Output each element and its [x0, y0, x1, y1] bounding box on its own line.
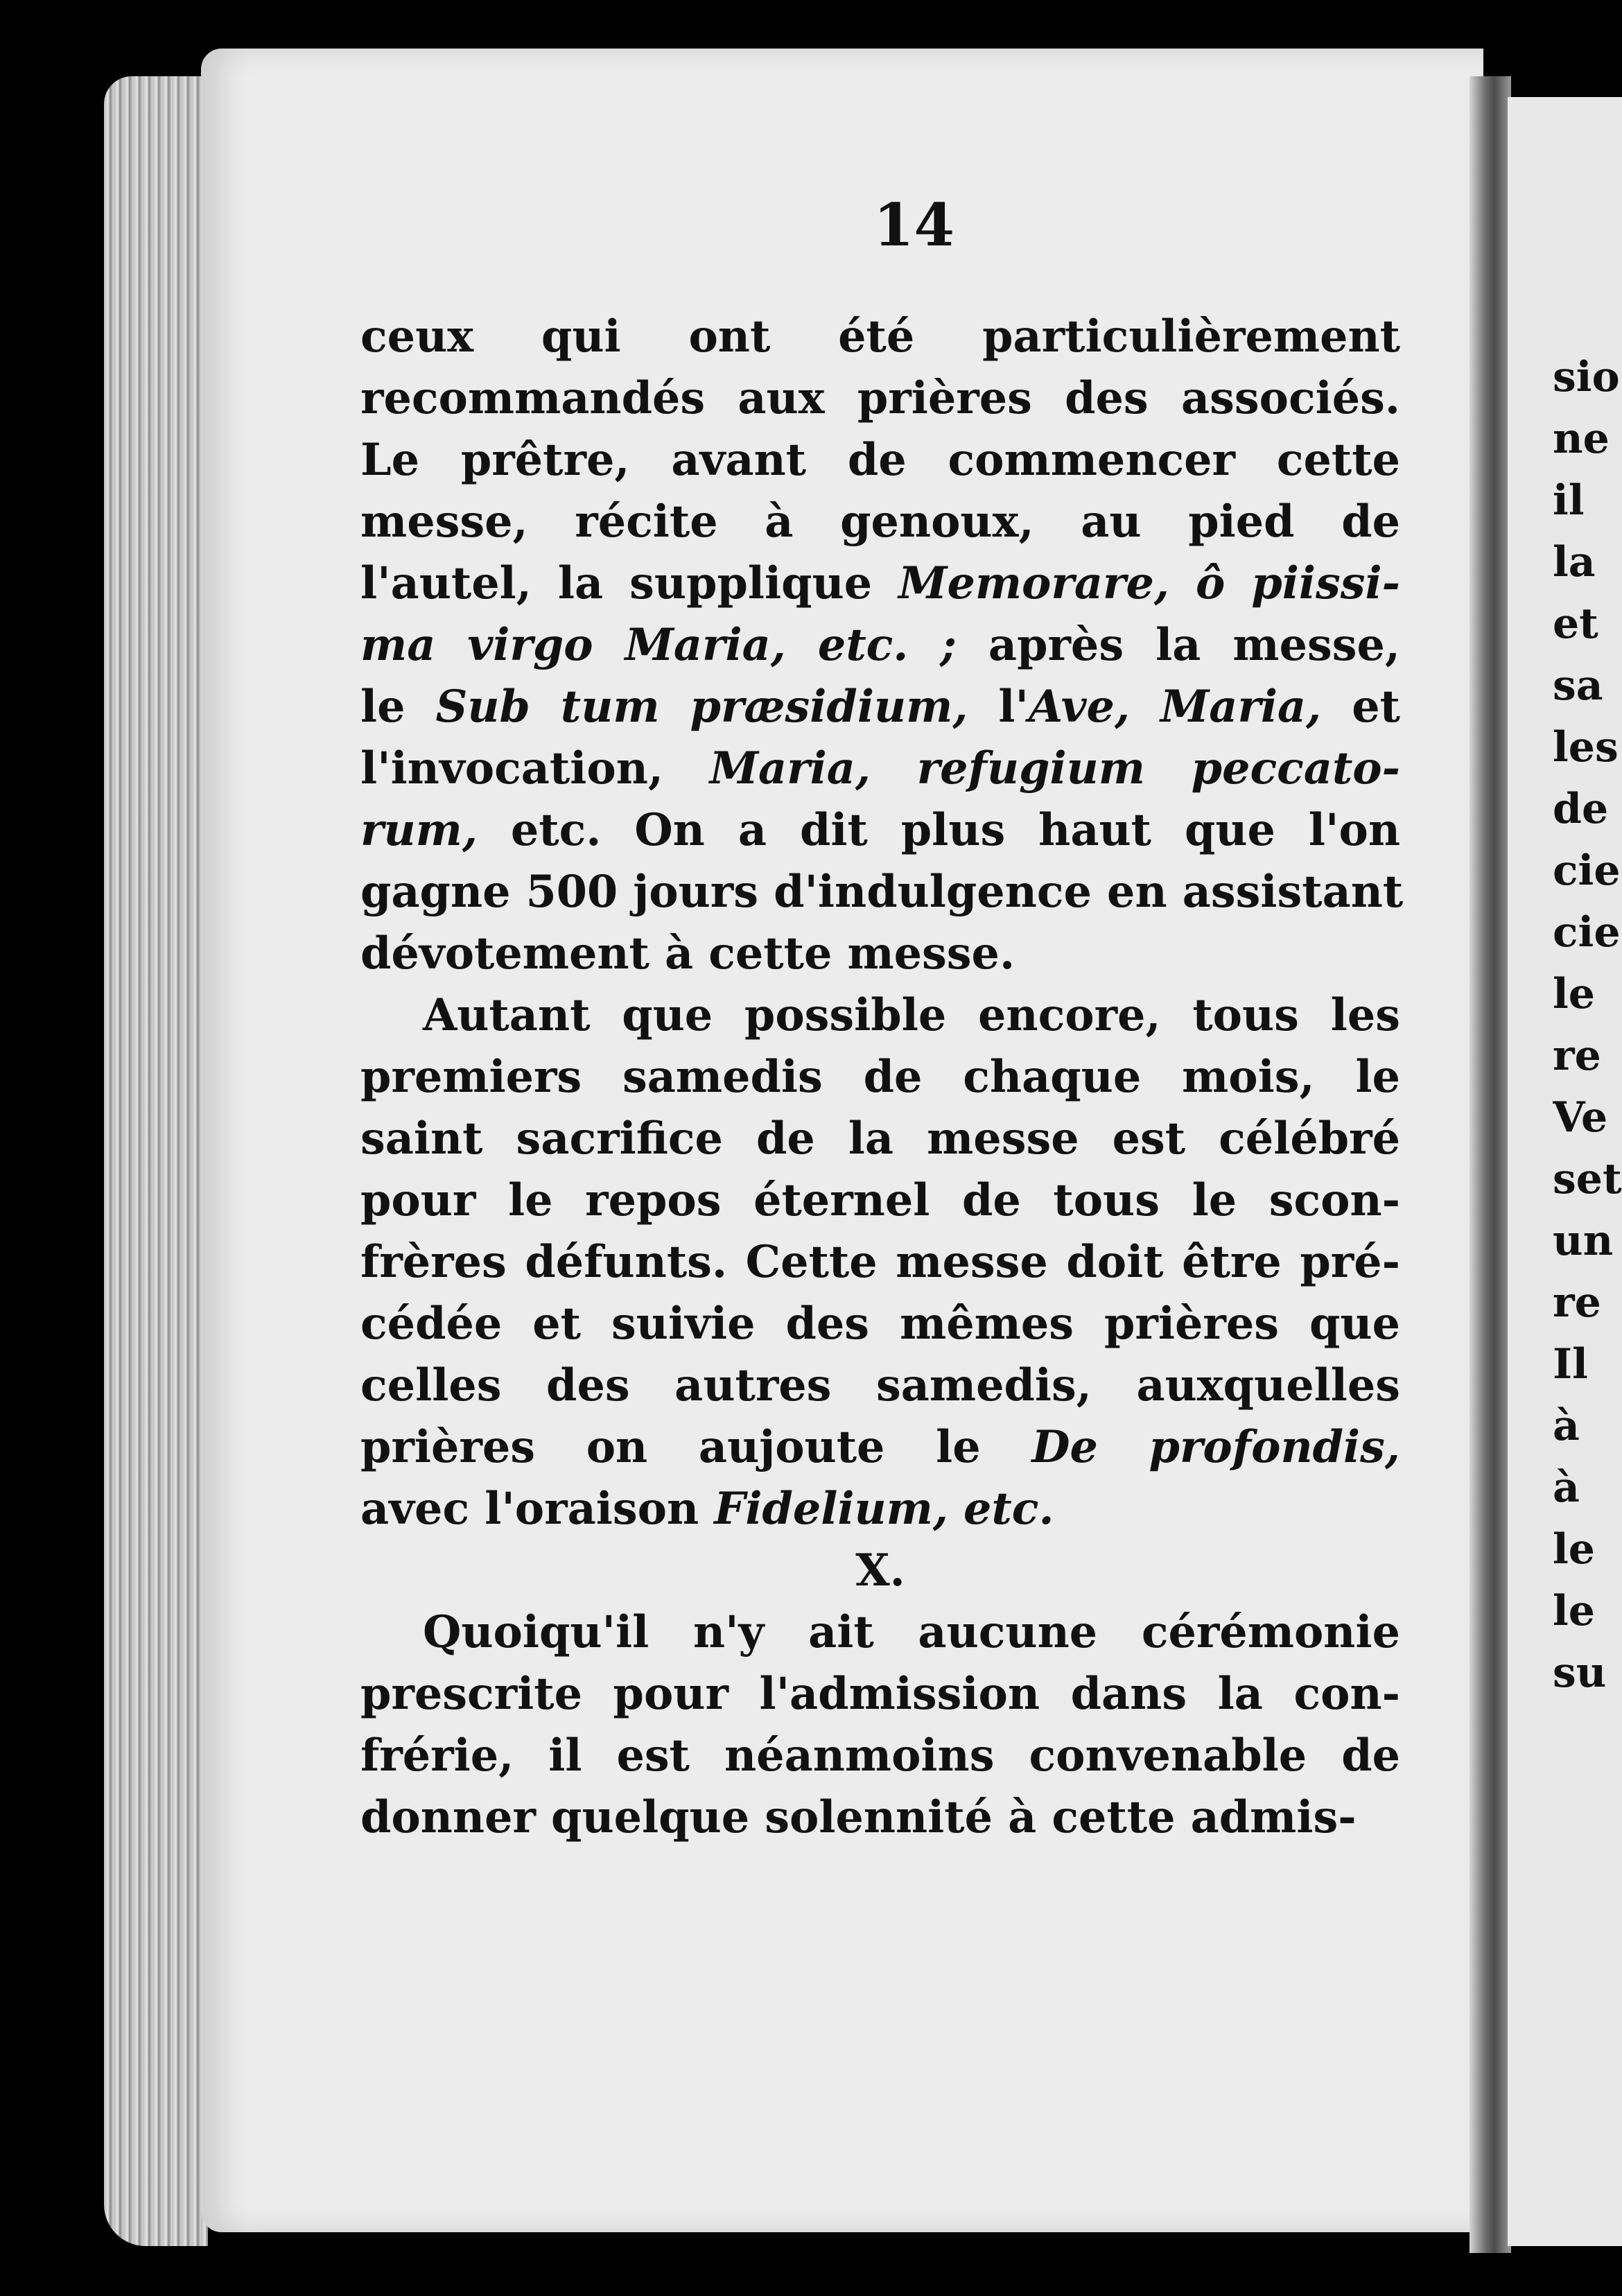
text-line: Le prêtre, avant de commencer cette — [360, 433, 1400, 485]
facing-page-fragment: sio — [1553, 353, 1620, 401]
facing-page-fragment: les — [1553, 723, 1619, 772]
text-line: ma virgo Maria, etc. ; après la messe, — [360, 618, 1400, 670]
text-line: l'autel, la supplique Memorare, ô piissi- — [360, 557, 1401, 609]
text-line: premiers samedis de chaque mois, le — [360, 1050, 1400, 1102]
facing-page-fragment: cie — [1553, 846, 1621, 895]
facing-page-fragment: set — [1553, 1155, 1622, 1203]
italic-text: ma virgo Maria, etc. ; — [360, 618, 957, 670]
facing-page-fragment: à — [1553, 1463, 1580, 1512]
facing-page-fragment: Il — [1553, 1340, 1588, 1389]
facing-page-fragment: cie — [1553, 908, 1621, 957]
italic-text: De profondis, — [1031, 1420, 1400, 1472]
text-line: prescrite pour l'admission dans la con- — [360, 1667, 1400, 1719]
facing-page-fragment: le — [1553, 970, 1595, 1018]
facing-page-fragment: sa — [1553, 661, 1603, 710]
text-line: recommandés aux prières des associés. — [360, 372, 1400, 424]
text-line: Quoiqu'il n'y ait aucune cérémonie — [423, 1606, 1400, 1658]
body-text — [360, 305, 1404, 1847]
italic-text: Memorare, ô piissi- — [898, 557, 1401, 609]
italic-text: Maria, refugium peccato- — [709, 742, 1400, 794]
text-line: celles des autres samedis, auxquelles — [360, 1359, 1400, 1411]
facing-page-fragment: et — [1553, 600, 1598, 648]
italic-text: rum, — [360, 803, 478, 855]
facing-page-fragment: le — [1553, 1587, 1595, 1635]
text-line: pour le repos éternel de tous le scon- — [360, 1174, 1400, 1226]
text-line: saint sacrifice de la messe est célébré — [360, 1112, 1400, 1164]
text-line: Autant que possible encore, tous les — [423, 989, 1400, 1041]
text-line: cédée et suivie des mêmes prières que — [360, 1297, 1400, 1349]
book-gutter — [1470, 76, 1511, 2253]
facing-page-fragment: ne — [1553, 415, 1610, 463]
facing-page-fragment: la — [1553, 538, 1596, 586]
facing-page-fragment: su — [1553, 1649, 1607, 1697]
facing-page-fragments — [1553, 347, 1622, 1704]
text-line: rum, etc. On a dit plus haut que l'on — [360, 803, 1400, 855]
facing-page-fragment: le — [1553, 1525, 1595, 1574]
text-line: ceux qui ont été particulièrement — [360, 310, 1400, 362]
text-line: le Sub tum præsidium, l'Ave, Maria, et — [360, 680, 1400, 732]
text-line: donner quelque solennité à cette admis- — [360, 1791, 1357, 1843]
text-line: l'invocation, Maria, refugium peccato- — [360, 742, 1400, 794]
italic-text: Sub tum præsidium, — [435, 680, 968, 732]
facing-page-fragment: re — [1553, 1278, 1601, 1327]
page-edges — [104, 76, 208, 2246]
section-heading: X. — [855, 1544, 905, 1596]
page-number: 14 — [873, 191, 954, 259]
text-line: dévotement à cette messe. — [360, 927, 1015, 979]
text-line: frérie, il est néanmoins convenable de — [360, 1729, 1400, 1781]
text-line: avec l'oraison Fidelium, etc. — [360, 1482, 1054, 1534]
facing-page-fragment: Ve — [1553, 1093, 1608, 1142]
italic-text: Ave, Maria, — [1028, 680, 1322, 732]
facing-page-fragment: il — [1553, 476, 1585, 525]
text-line: gagne 500 jours d'indulgence en assistant — [360, 865, 1404, 917]
text-line: prières on aujoute le De profondis, — [360, 1420, 1400, 1472]
text-line: frères défunts. Cette messe doit être pré- — [360, 1235, 1400, 1287]
facing-page-fragment: à — [1553, 1402, 1580, 1450]
text-line: messe, récite à genoux, au pied de — [360, 495, 1400, 547]
facing-page-fragment: de — [1553, 785, 1609, 833]
italic-text: Fidelium, etc. — [714, 1482, 1054, 1534]
facing-page-fragment: un — [1553, 1217, 1614, 1265]
facing-page-fragment: re — [1553, 1032, 1601, 1080]
